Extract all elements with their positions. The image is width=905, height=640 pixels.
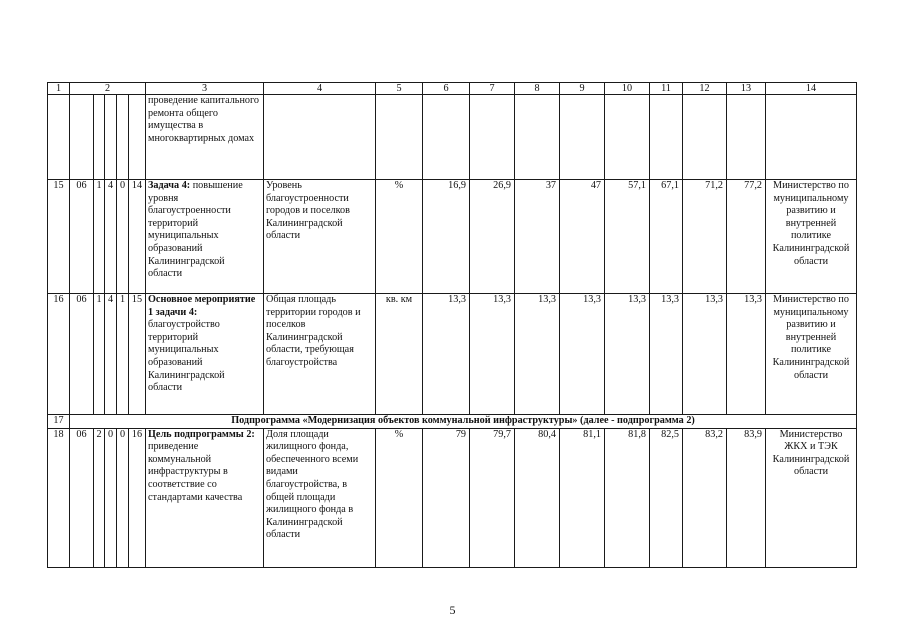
code-cell: 14 [129,180,146,294]
code-cell: 06 [70,428,94,567]
code-cell [117,95,129,180]
value-cell: 77,2 [727,180,766,294]
column-number-row [48,83,857,95]
value-cell: 82,5 [650,428,683,567]
value-cell: 13,3 [683,294,727,415]
header-cell: 11 [650,83,683,95]
code-cell: 0 [117,428,129,567]
header-cell: 9 [560,83,605,95]
code-cell: 0 [105,428,117,567]
value-cell: 47 [560,180,605,294]
indicators-table [47,82,857,568]
name-cell [146,180,264,294]
value-cell [683,95,727,180]
table-row-18 [48,428,857,567]
value-cell: 81,8 [605,428,650,567]
row-number [48,95,70,180]
value-cell: 13,3 [650,294,683,415]
header-cell: 12 [683,83,727,95]
value-cell: 13,3 [727,294,766,415]
value-cell: 57,1 [605,180,650,294]
unit-cell: кв. км [376,294,423,415]
subprogram-title: Подпрограмма «Модернизация объектов коммунальной инфраструктуры» (далее - подпрограмма 2) [70,415,857,429]
code-cell [129,95,146,180]
row-number: 16 [48,294,70,415]
header-cell: 6 [423,83,470,95]
responsible-cell [766,95,857,180]
value-cell: 13,3 [470,294,515,415]
value-cell: 83,9 [727,428,766,567]
header-cell: 3 [146,83,264,95]
header-cell: 5 [376,83,423,95]
value-cell: 67,1 [650,180,683,294]
value-cell: 80,4 [515,428,560,567]
header-cell: 1 [48,83,70,95]
table-row-17 [48,415,857,429]
indicator-cell: Общая площадь территории городов и поселков Калининградской области, требующая благоустройства [264,294,376,415]
value-cell: 37 [515,180,560,294]
code-cell: 16 [129,428,146,567]
code-cell: 06 [70,294,94,415]
code-cell: 1 [117,294,129,415]
value-cell [423,95,470,180]
code-cell: 06 [70,180,94,294]
code-cell: 15 [129,294,146,415]
code-cell: 2 [94,428,105,567]
value-cell: 16,9 [423,180,470,294]
header-cell: 8 [515,83,560,95]
name-text: благоустройство территорий муниципальных образований Калининградской области [148,319,225,394]
code-cell [105,95,117,180]
header-cell: 2 [70,83,146,95]
value-cell [470,95,515,180]
value-cell [650,95,683,180]
code-cell [70,95,94,180]
indicator-cell [264,95,376,180]
name-cell [146,428,264,567]
name-cell: проведение капитального ремонта общего имущества в многоквартирных домах [146,95,264,180]
page-number: 5 [449,603,456,617]
value-cell: 13,3 [560,294,605,415]
value-cell: 79 [423,428,470,567]
value-cell: 71,2 [683,180,727,294]
responsible-cell: Министерство по муниципальному развитию и внутренней политике Калининградской области [766,180,857,294]
value-cell [605,95,650,180]
name-bold: Цель подпрограммы 2: [148,428,255,440]
header-cell: 7 [470,83,515,95]
header-cell: 4 [264,83,376,95]
table-row-continued [48,95,857,180]
responsible-cell: Министерство по муниципальному развитию и внутренней политике Калининградской области [766,294,857,415]
row-number: 17 [48,415,70,429]
value-cell: 83,2 [683,428,727,567]
indicator-cell: Доля площади жилищного фонда, обеспеченного всеми видами благоустройства, в общей площади жилищного фонда в Калининградской области [264,428,376,567]
name-bold: Основное мероприятие 1 задачи 4: [148,294,256,318]
value-cell [515,95,560,180]
unit-cell [376,95,423,180]
code-cell: 4 [105,294,117,415]
value-cell: 13,3 [515,294,560,415]
value-cell: 13,3 [605,294,650,415]
value-cell: 79,7 [470,428,515,567]
value-cell [560,95,605,180]
header-cell: 10 [605,83,650,95]
name-cell [146,294,264,415]
row-number: 18 [48,428,70,567]
value-cell [727,95,766,180]
responsible-cell: Министерство ЖКХ и ТЭК Калининградской области [766,428,857,567]
row-number: 15 [48,180,70,294]
code-cell: 1 [94,294,105,415]
code-cell: 4 [105,180,117,294]
value-cell: 81,1 [560,428,605,567]
unit-cell: % [376,180,423,294]
value-cell: 26,9 [470,180,515,294]
header-cell: 14 [766,83,857,95]
name-text: приведение коммунальной инфраструктуры в соответствие со стандартами качества [148,441,243,503]
name-text: повышение уровня благоустроенности территорий муниципальных образований Калининградской области [148,180,243,280]
header-cell: 13 [727,83,766,95]
indicator-cell: Уровень благоустроенности городов и поселков Калининградской области [264,180,376,294]
code-cell [94,95,105,180]
table-row-16 [48,294,857,415]
code-cell: 0 [117,180,129,294]
unit-cell: % [376,428,423,567]
value-cell: 13,3 [423,294,470,415]
table-row-15 [48,180,857,294]
name-bold: Задача 4: [148,180,191,191]
code-cell: 1 [94,180,105,294]
